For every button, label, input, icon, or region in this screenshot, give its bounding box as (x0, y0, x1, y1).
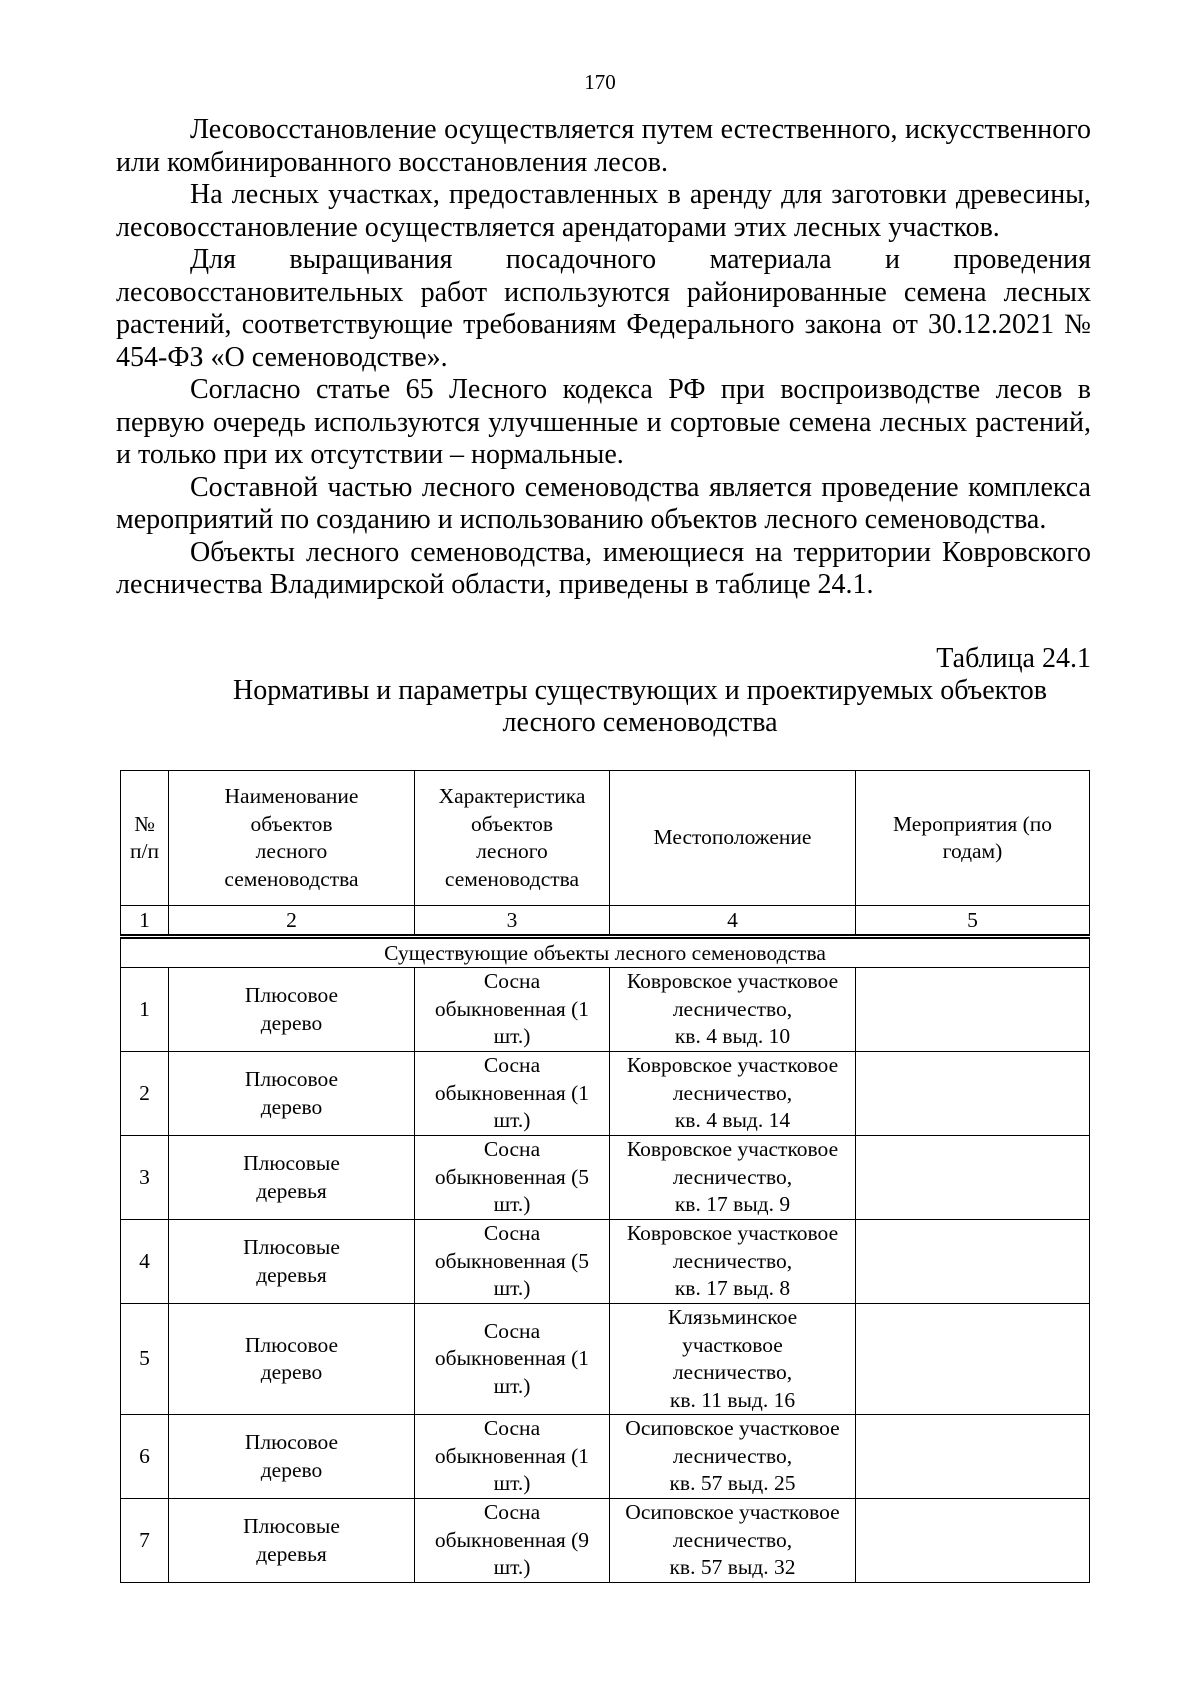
row-name: Плюсовое дерево (169, 1052, 415, 1136)
row-location: Ковровское участковое лесничество, кв. 4 выд. 10 (610, 968, 856, 1052)
row-measures (856, 1304, 1090, 1415)
table-row (121, 1220, 1090, 1304)
row-location: Осиповское участковое лесничество, кв. 57 выд. 25 (610, 1415, 856, 1499)
row-number: 6 (121, 1415, 169, 1499)
row-characteristic: Сосна обыкновенная (1 шт.) (415, 1052, 610, 1136)
row-characteristic: Сосна обыкновенная (1 шт.) (415, 1304, 610, 1415)
column-number: 2 (169, 906, 415, 937)
seed-objects-table (120, 770, 1090, 1583)
table-row (121, 1304, 1090, 1415)
paragraph: На лесных участках, предоставленных в аренду для заготовки древесины, лесовосстановление осуществляется арендаторами этих лесных участков. (116, 179, 1091, 243)
row-name: Плюсовые деревья (169, 1220, 415, 1304)
column-number: 4 (610, 906, 856, 937)
header-number: № п/п (121, 771, 169, 906)
table-row (121, 1499, 1090, 1583)
table-label: Таблица 24.1 (936, 643, 1091, 674)
row-name: Плюсовое дерево (169, 968, 415, 1052)
table-row (121, 968, 1090, 1052)
row-characteristic: Сосна обыкновенная (5 шт.) (415, 1220, 610, 1304)
header-measures: Мероприятия (по годам) (856, 771, 1090, 906)
row-measures (856, 1052, 1090, 1136)
row-number: 4 (121, 1220, 169, 1304)
row-number: 7 (121, 1499, 169, 1583)
table-header-row (121, 771, 1090, 906)
table-row (121, 1415, 1090, 1499)
column-number: 1 (121, 906, 169, 937)
table-row (121, 1136, 1090, 1220)
table-row (121, 1052, 1090, 1136)
row-characteristic: Сосна обыкновенная (5 шт.) (415, 1136, 610, 1220)
paragraph: Лесовосстановление осуществляется путем естественного, искусственного или комбинированного восстановления лесов. (116, 114, 1091, 178)
header-location: Местоположение (610, 771, 856, 906)
row-measures (856, 1136, 1090, 1220)
row-location: Осиповское участковое лесничество, кв. 57 выд. 32 (610, 1499, 856, 1583)
row-characteristic: Сосна обыкновенная (9 шт.) (415, 1499, 610, 1583)
paragraph: Для выращивания посадочного материала и проведения лесовосстановительных работ используются районированные семена лесных растений, соответствующие требованиям Федерального закона от 30.12.2021 № 454-ФЗ «О семеноводстве». (116, 244, 1091, 373)
section-row (121, 937, 1090, 968)
row-location: Ковровское участковое лесничество, кв. 17 выд. 8 (610, 1220, 856, 1304)
body-text (116, 114, 1091, 602)
column-number-row (121, 906, 1090, 937)
section-title: Существующие объекты лесного семеноводства (121, 937, 1090, 968)
row-measures (856, 1415, 1090, 1499)
row-number: 1 (121, 968, 169, 1052)
table-title: Нормативы и параметры существующих и проектируемых объектов лесного семеноводства (233, 675, 1047, 738)
page-number: 170 (584, 70, 616, 94)
row-characteristic: Сосна обыкновенная (1 шт.) (415, 1415, 610, 1499)
row-measures (856, 1499, 1090, 1583)
paragraph: Согласно статье 65 Лесного кодекса РФ при воспроизводстве лесов в первую очередь используются улучшенные и сортовые семена лесных растений, и только при их отсутствии – нормальные. (116, 374, 1091, 470)
row-name: Плюсовые деревья (169, 1136, 415, 1220)
paragraph: Составной частью лесного семеноводства является проведение комплекса мероприятий по созданию и использованию объектов лесного семеноводства. (116, 471, 1091, 535)
header-name: Наименование объектов лесного семеноводства (169, 771, 415, 906)
row-location: Ковровское участковое лесничество, кв. 17 выд. 9 (610, 1136, 856, 1220)
row-number: 2 (121, 1052, 169, 1136)
row-number: 3 (121, 1136, 169, 1220)
row-measures (856, 968, 1090, 1052)
row-measures (856, 1220, 1090, 1304)
row-name: Плюсовое дерево (169, 1304, 415, 1415)
row-characteristic: Сосна обыкновенная (1 шт.) (415, 968, 610, 1052)
paragraph: Объекты лесного семеноводства, имеющиеся на территории Ковровского лесничества Владимирской области, приведены в таблице 24.1. (116, 536, 1091, 600)
column-number: 5 (856, 906, 1090, 937)
row-number: 5 (121, 1304, 169, 1415)
header-characteristic: Характеристика объектов лесного семеноводства (415, 771, 610, 906)
row-location: Клязьминское участковое лесничество, кв. 11 выд. 16 (610, 1304, 856, 1415)
row-name: Плюсовые деревья (169, 1499, 415, 1583)
row-location: Ковровское участковое лесничество, кв. 4 выд. 14 (610, 1052, 856, 1136)
column-number: 3 (415, 906, 610, 937)
row-name: Плюсовое дерево (169, 1415, 415, 1499)
